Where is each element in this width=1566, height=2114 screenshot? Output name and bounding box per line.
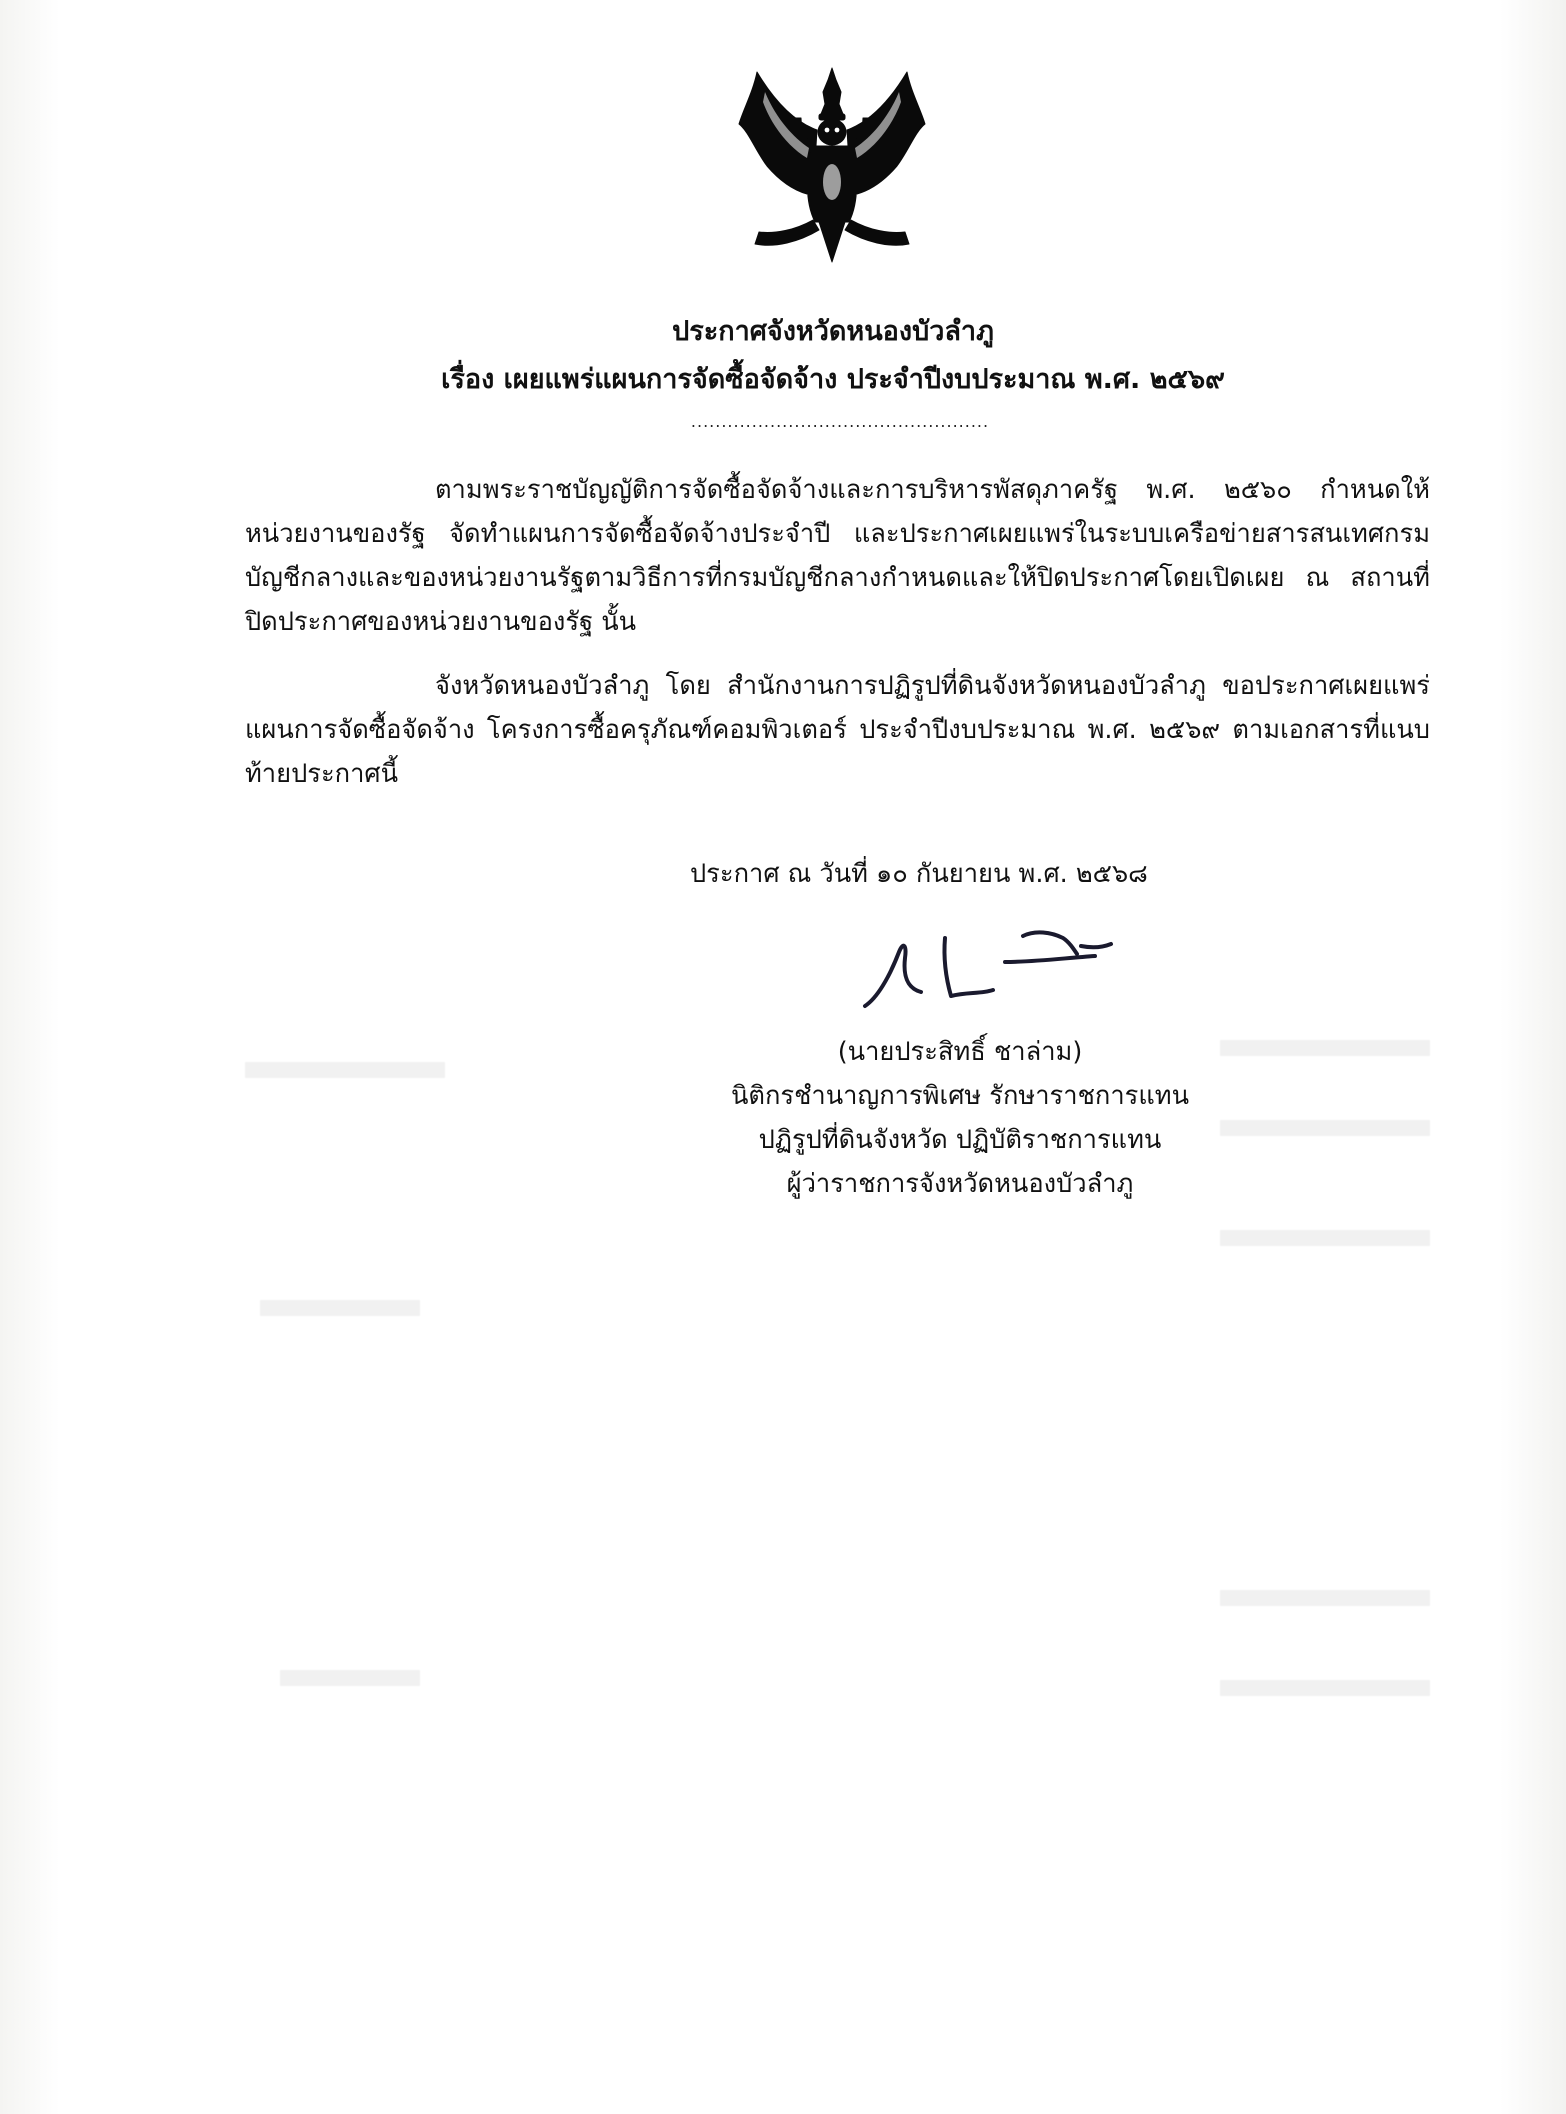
show-through-mark	[1220, 1590, 1430, 1606]
signatory-name: (นายประสิทธิ์ ชาล่าม)	[837, 1037, 1083, 1067]
paragraph-text: ตามพระราชบัญญัติการจัดซื้อจัดจ้างและการบริหารพัสดุภาครัฐ พ.ศ. ๒๕๖๐ กำหนดให้หน่วยงานของรัฐ จัดทำแผนการจัดซื้อจัดจ้างประจำปี และประกาศเผยแพร่ในระบบเครือข่ายสารสนเทศกรมบัญชีกลางและของหน่วยงานรัฐตามวิธีการที่กรมบัญชีกลางกำหนดและให้ปิดประกาศโดยเปิดเผย ณ สถานที่ปิดประกาศของหน่วยงานของรัฐ นั้น	[245, 475, 1430, 637]
show-through-mark	[280, 1670, 420, 1686]
show-through-mark	[1220, 1680, 1430, 1696]
announcement-title: ประกาศจังหวัดหนองบัวลำภู	[672, 316, 994, 347]
signature-block	[680, 1030, 1240, 1206]
announcement-subject: เรื่อง เผยแพร่แผนการจัดซื้อจัดจ้าง ประจำปีงบประมาณ พ.ศ. ๒๕๖๙	[441, 364, 1225, 395]
paragraph-text: จังหวัดหนองบัวลำภู โดย สำนักงานการปฏิรูปที่ดินจังหวัดหนองบัวลำภู ขอประกาศเผยแพร่แผนการจัดซื้อจัดจ้าง โครงการซื้อครุภัณฑ์คอมพิวเตอร์ ประจำปีงบประมาณ พ.ศ. ๒๕๖๙ ตามเอกสารที่แนบท้ายประกาศนี้	[245, 671, 1430, 789]
signatory-position-line-3: ผู้ว่าราชการจังหวัดหนองบัวลำภู	[786, 1169, 1134, 1199]
show-through-mark	[260, 1300, 420, 1316]
body-paragraph-2	[245, 664, 1430, 796]
signatory-position-line-2: ปฏิรูปที่ดินจังหวัด ปฏิบัติราชการแทน	[758, 1125, 1162, 1155]
title-separator: .................................................	[690, 412, 990, 431]
signatory-position-line-1: นิติกรชำนาญการพิเศษ รักษาราชการแทน	[730, 1081, 1190, 1111]
show-through-mark	[1220, 1120, 1430, 1136]
body-paragraph-1	[245, 468, 1430, 644]
garuda-emblem-icon	[735, 62, 930, 267]
announcement-date: ประกาศ ณ วันที่ ๑๐ กันยายน พ.ศ. ๒๕๖๘	[690, 859, 1148, 889]
handwritten-signature-icon	[855, 918, 1120, 1018]
show-through-mark	[245, 1062, 445, 1078]
show-through-mark	[1220, 1040, 1430, 1056]
show-through-mark	[1220, 1230, 1430, 1246]
